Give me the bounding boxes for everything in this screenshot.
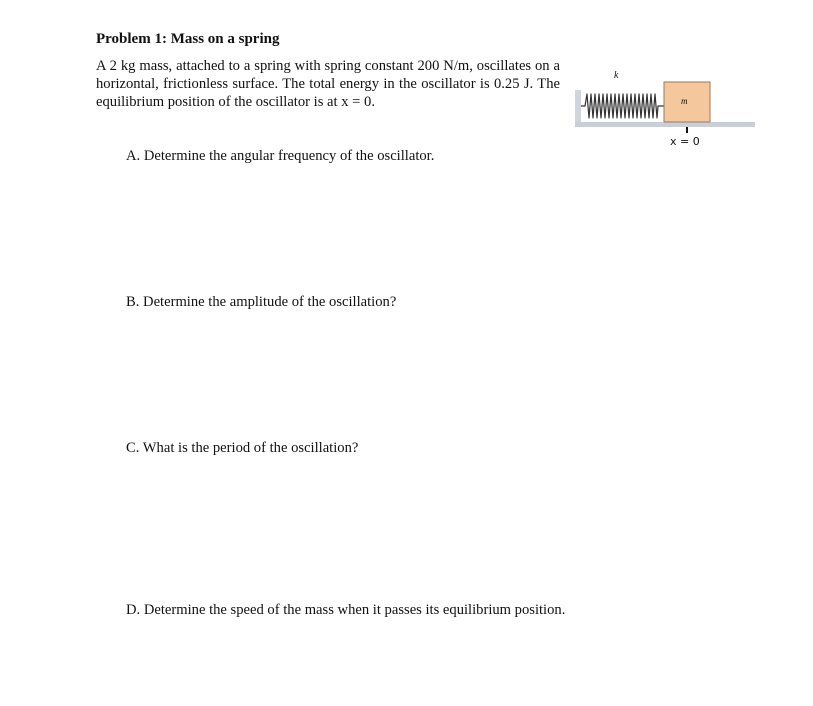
question-c: C. What is the period of the oscillation? [126,440,359,456]
mass-label: m [681,96,688,106]
spring-constant-label: k [614,70,619,81]
equilibrium-label: x = 0 [670,135,700,148]
spring-mass-diagram [572,62,757,152]
problem-title: Problem 1: Mass on a spring [96,31,280,47]
question-a: A. Determine the angular frequency of the oscillator. [126,148,435,164]
frictionless-surface [575,122,755,127]
wall [575,90,581,122]
problem-statement: A 2 kg mass, attached to a spring with spring constant 200 N/m, oscillates on a horizontal, frictionless surface. The total energy in the oscillator is 0.25 J. The equilibrium position of the oscillator is at x = 0. [96,58,560,110]
question-d: D. Determine the speed of the mass when it passes its equilibrium position. [126,602,566,618]
spring-mass-figure [572,62,757,152]
spring [581,94,664,118]
question-b: B. Determine the amplitude of the oscillation? [126,294,397,310]
